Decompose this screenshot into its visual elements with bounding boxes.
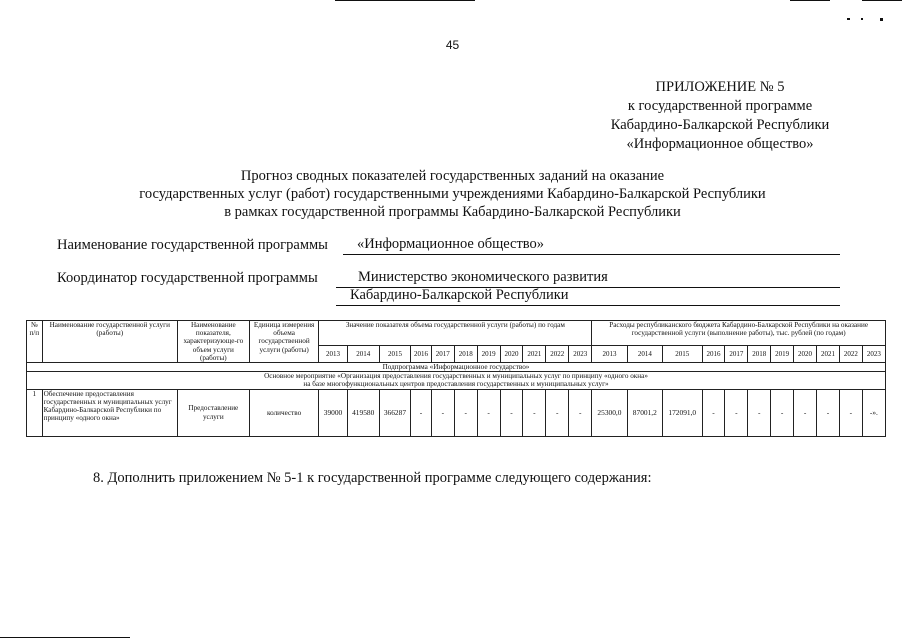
header-num: № п/п [27,321,43,363]
expense-value: - [771,389,794,436]
expense-value: - [725,389,748,436]
main-event-line1: Основное мероприятие «Организация предоставления государственных и муниципальных услуг по принципу «одного окна» [264,372,648,381]
document-title-line2: государственных услуг (работ) государственными учреждениями Кабардино-Балкарской Республики [139,186,766,202]
document-title-line1: Прогноз сводных показателей государственных заданий на оказание [240,168,665,184]
appendix-line2: к государственной программе [627,98,813,114]
expense-value: - [794,389,817,436]
coordinator-label: Координатор государственной программы [57,270,318,286]
row-num: 1 [27,389,43,436]
volume-value: - [569,389,592,436]
expense-year: 2023 [862,345,885,362]
program-name-label: Наименование государственной программы [57,237,328,253]
scan-artifact-dot [847,18,850,20]
volume-value: - [431,389,454,436]
volume-year: 2016 [411,345,432,362]
volume-year: 2021 [523,345,546,362]
expense-year: 2022 [839,345,862,362]
appendix-line4: «Информационное общество» [626,136,814,152]
volume-year: 2020 [500,345,523,362]
expense-year: 2020 [794,345,817,362]
expense-value: - [748,389,771,436]
subprogram-title: Подпрограмма «Информационное государство» [27,363,886,372]
coordinator-text-line2: Кабардино-Балкарской Республики [350,287,569,303]
volume-value: - [411,389,432,436]
expense-year: 2014 [627,345,662,362]
expense-year: 2013 [592,345,627,362]
row-indicator: Предоставление услуги [177,389,249,436]
expense-year: 2017 [725,345,748,362]
page-number: 45 [445,38,460,52]
forecast-table [26,320,886,437]
expense-value: 172091,0 [663,389,703,436]
expense-value: 87001,2 [627,389,662,436]
expense-year: 2016 [702,345,725,362]
volume-value: 366287 [379,389,410,436]
main-event-line2: на базе многофункциональных центров предоставления государственных и муниципальных услуг» [303,380,609,389]
expense-value: - [817,389,840,436]
appendix-line1: ПРИЛОЖЕНИЕ № 5 [655,79,785,95]
coordinator-value-line1 [336,269,840,288]
table-header-row [27,321,886,346]
document-title-line3: в рамках государственной программы Кабардино-Балкарской Республики [224,204,681,220]
volume-value: - [454,389,477,436]
scan-artifact-dot [861,18,863,20]
subprogram-row [27,363,886,372]
volume-value: - [500,389,523,436]
row-unit: количество [249,389,319,436]
main-event-row [27,372,886,389]
appendix-line3: Кабардино-Балкарской Республики [610,117,830,133]
scan-artifact-line [862,0,902,1]
expense-value: - [702,389,725,436]
volume-year: 2023 [569,345,592,362]
volume-value: - [546,389,569,436]
volume-value: 419580 [347,389,379,436]
volume-value: - [477,389,500,436]
coordinator-value-line2 [336,287,840,306]
volume-year: 2022 [546,345,569,362]
expense-value: 25300,0 [592,389,627,436]
scan-artifact-line [335,0,475,1]
volume-year: 2019 [477,345,500,362]
volume-year: 2014 [347,345,379,362]
volume-year: 2015 [379,345,410,362]
header-expense-group: Расходы республиканского бюджета Кабардино-Балкарской Республики на оказание государственной услуги (выполнение работы), тыс. рублей (по годам) [592,321,886,346]
volume-value: - [523,389,546,436]
scan-artifact-line [790,0,830,1]
header-service-name: Наименование государственной услуги (работы) [42,321,177,363]
volume-year: 2018 [454,345,477,362]
expense-year: 2018 [748,345,771,362]
closing-quote: ». [872,407,878,417]
expense-value: - [839,389,862,436]
main-event-title [27,372,886,389]
header-volume-group: Значение показателя объема государственной услуги (работы) по годам [319,321,592,346]
volume-year: 2013 [319,345,347,362]
expense-year: 2021 [817,345,840,362]
table-row [27,389,886,436]
expense-year: 2019 [771,345,794,362]
header-unit: Единица измерения объема государственной услуги (работы) [249,321,319,363]
program-name-value [343,236,840,255]
volume-year: 2017 [431,345,454,362]
appendix-heading [600,78,840,154]
volume-value: 39000 [319,389,347,436]
expense-value-last [862,389,885,436]
header-indicator-name: Наименование показателя, характеризующе-го объем услуги (работы) [177,321,249,363]
scan-artifact-line [0,637,130,638]
coordinator-text-line1: Министерство экономического развития [358,269,608,285]
expense-year: 2015 [663,345,703,362]
program-name-text: «Информационное общество» [357,236,545,252]
scan-artifact-dot [880,18,883,21]
expense-value: - [869,407,873,417]
paragraph-8: 8. Дополнить приложением № 5-1 к государственной программе следующего содержания: [93,470,652,486]
row-service: Обеспечение предоставления государственных и муниципальных услуг Кабардино-Балкарской Республики по принципу «одного окна» [42,389,177,436]
